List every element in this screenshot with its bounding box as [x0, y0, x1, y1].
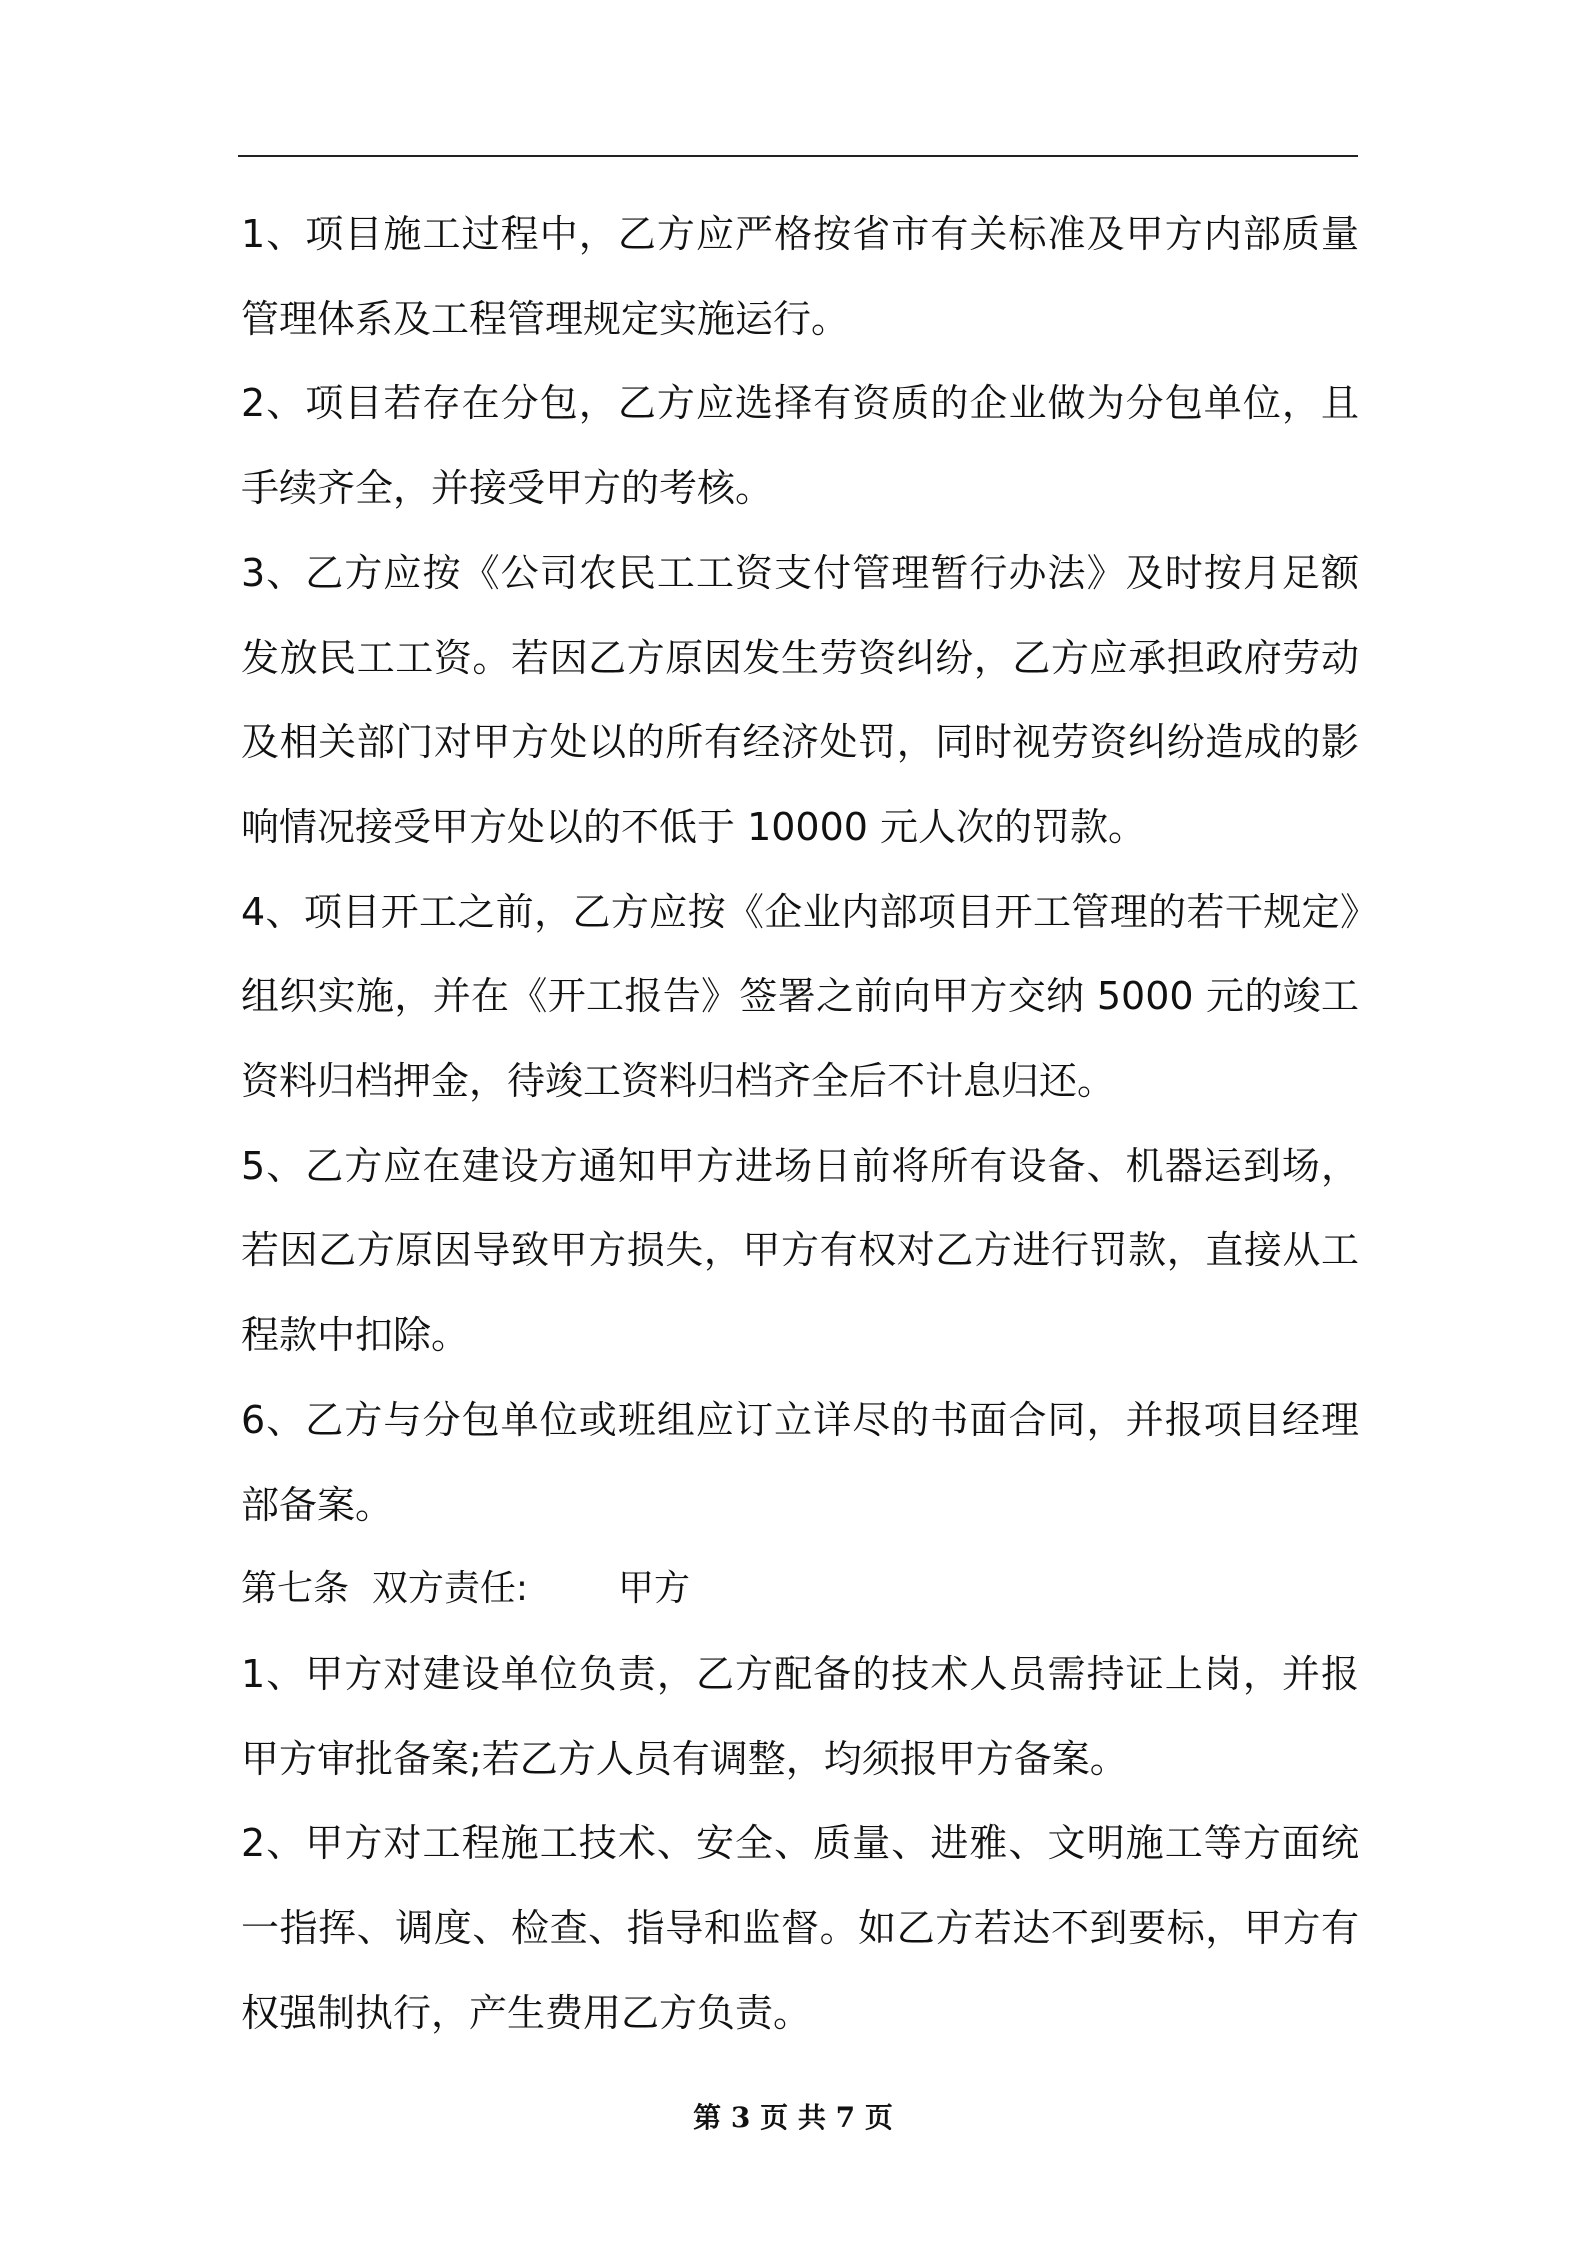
- clause-paragraph: 1、甲方对建设单位负责，乙方配备的技术人员需持证上岗，并报甲方审批备案;若乙方人员有调整，均须报甲方备案。: [241, 1651, 1359, 1781]
- clause-paragraph: 5、乙方应在建设方通知甲方进场日前将所有设备、机器运到场，若因乙方原因导致甲方损失，甲方有权对乙方进行罚款，直接从工程款中扣除。: [241, 1143, 1359, 1358]
- section-heading: [241, 1547, 1359, 1632]
- clause-paragraph: 2、甲方对工程施工技术、安全、质量、进雅、文明施工等方面统一指挥、调度、检查、指导和监督。如乙方若达不到要标，甲方有权强制执行，产生费用乙方负责。: [241, 1821, 1359, 2035]
- party-label: 甲方: [618, 1568, 691, 1610]
- clause-paragraph: 3、乙方应按《公司农民工工资支付管理暂行办法》及时按月足额发放民工工资。若因乙方原因发生劳资纠纷，乙方应承担政府劳动及相关部门对甲方处以的所有经济处罚，同时视劳资纠纷造成的影响情况接受甲方处以的不低于 10000 元人次的罚款。: [241, 550, 1359, 849]
- page-number: 第 3 页 共 7 页: [693, 2101, 893, 2134]
- header-rule: [238, 155, 1358, 157]
- section-title: 第七条 双方责任:: [241, 1568, 529, 1610]
- clause-paragraph: 2、项目若存在分包，乙方应选择有资质的企业做为分包单位，且手续齐全，并接受甲方的考核。: [241, 381, 1359, 511]
- clause-paragraph: 1、项目施工过程中，乙方应严格按省市有关标准及甲方内部质量管理体系及工程管理规定实施运行。: [241, 212, 1359, 341]
- document-body: [241, 192, 1359, 2055]
- clause-paragraph: 4、项目开工之前，乙方应按《企业内部项目开工管理的若干规定》组织实施，并在《开工报告》签署之前向甲方交纳 5000 元的竣工资料归档押金，待竣工资料归档齐全后不计息归还。: [241, 889, 1359, 1104]
- clause-paragraph: 6、乙方与分包单位或班组应订立详尽的书面合同，并报项目经理部备案。: [241, 1397, 1359, 1527]
